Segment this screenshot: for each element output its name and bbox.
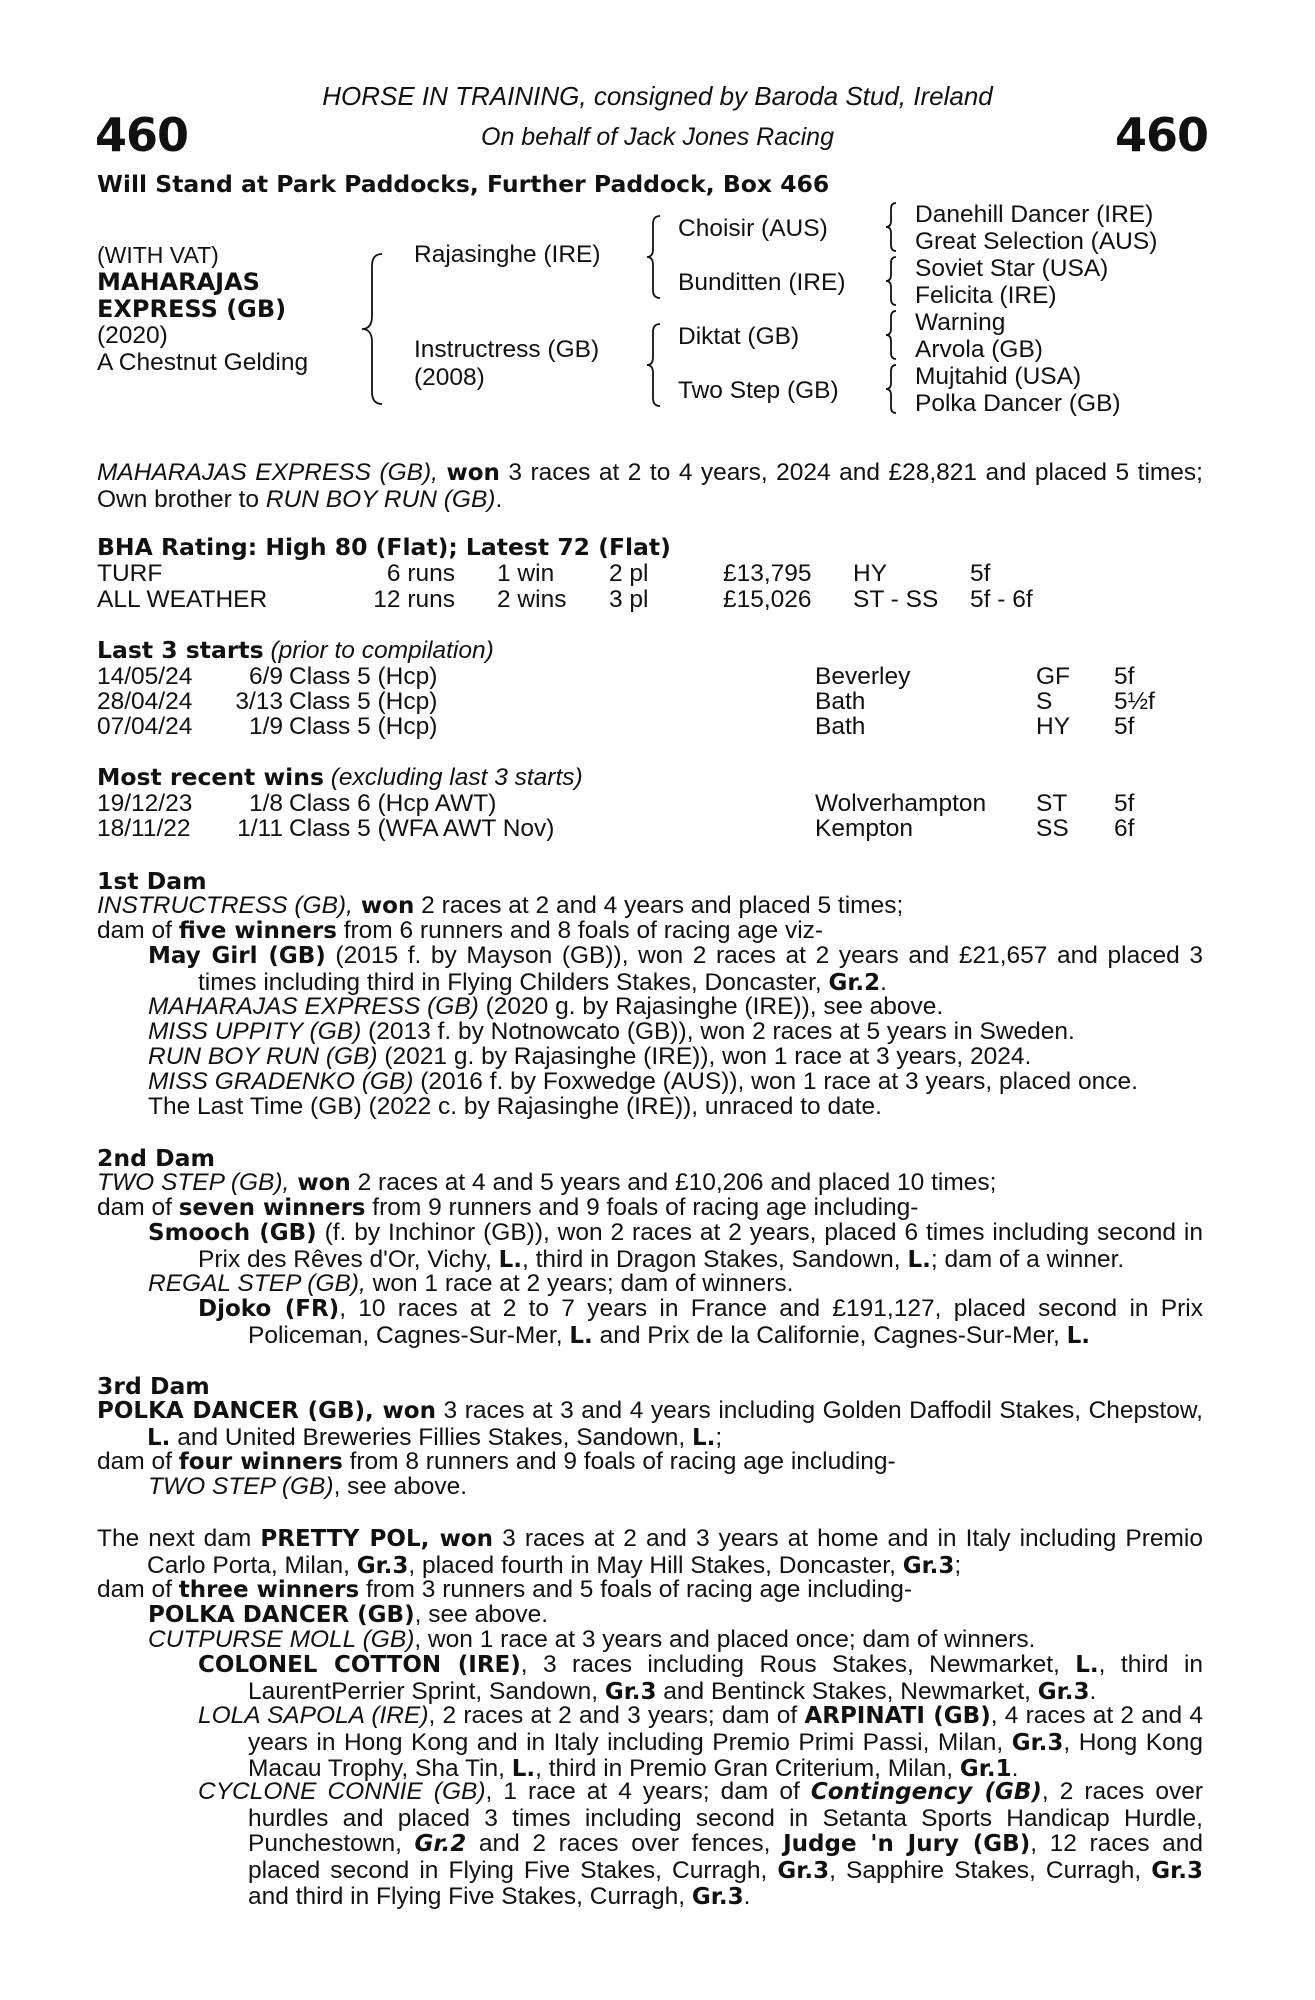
horse-year: (2020)	[97, 322, 168, 349]
progeny-djoko: Djoko (FR), 10 races at 2 to 7 years in France and £191,127, placed second in Prix Policeman, Cagnes-Sur-Mer, L. and Prix de la Californie, Cagnes-Sur-Mer, L.	[198, 1295, 1203, 1349]
win-going: ST	[1036, 790, 1068, 817]
bracket-dam	[648, 324, 662, 406]
dam-year: (2008)	[414, 364, 485, 391]
start-date: 14/05/24	[97, 663, 193, 690]
first-dam-title: 1st Dam	[97, 867, 207, 895]
recent-wins-heading: Most recent wins (excluding last 3 starts)	[97, 763, 583, 791]
third-dam-line1: POLKA DANCER (GB), won 3 races at 3 and 4 years including Golden Daffodil Stakes, Chepstow, L. and United Breweries Fillies Stakes, Sandown, L.;	[97, 1397, 1203, 1451]
rating-placed: 3 pl	[609, 586, 649, 613]
progeny-colonel-cotton: COLONEL COTTON (IRE), 3 races including Rous Stakes, Newmarket, L., third in LaurentPerrier Sprint, Sandown, Gr.3 and Bentinck Stakes, Newmarket, Gr.3.	[198, 1651, 1204, 1705]
race-summary: MAHARAJAS EXPRESS (GB), won 3 races at 2 to 4 years, 2024 and £28,821 and placed 5 times; Own brother to RUN BOY RUN (GB).	[97, 459, 1203, 513]
start-distance: 5½f	[1114, 688, 1155, 715]
rating-surface: TURF	[97, 560, 163, 587]
bracket-g4	[886, 365, 898, 413]
start-distance: 5f	[1114, 663, 1135, 690]
second-dam-line1: TWO STEP (GB), won 2 races at 4 and 5 years and £10,206 and placed 10 times;	[97, 1169, 997, 1196]
start-date: 28/04/24	[97, 688, 193, 715]
rating-going: HY	[853, 560, 888, 587]
rating-wins: 2 wins	[497, 586, 567, 613]
grandsire-7: Mujtahid (USA)	[915, 363, 1082, 390]
lot-number-right: 460	[1115, 108, 1209, 162]
win-going: SS	[1036, 815, 1069, 842]
progeny-two-step: TWO STEP (GB), see above.	[148, 1473, 468, 1500]
grandsire-2: Great Selection (AUS)	[915, 228, 1158, 255]
dam-name: Instructress (GB)	[414, 336, 600, 363]
win-class: Class 5 (WFA AWT Nov)	[289, 815, 555, 842]
start-going: GF	[1036, 663, 1071, 690]
grandsire-3: Soviet Star (USA)	[915, 255, 1109, 282]
start-class: Class 5 (Hcp)	[289, 663, 438, 690]
bracket-sire	[648, 216, 662, 298]
dam-dam: Two Step (GB)	[678, 377, 839, 404]
stand-location: Will Stand at Park Paddocks, Further Paddock, Box 466	[97, 170, 830, 198]
start-class: Class 5 (Hcp)	[289, 713, 438, 740]
rating-placed: 2 pl	[609, 560, 649, 587]
horse-name-line1: MAHARAJAS	[97, 268, 260, 296]
vat-note: (WITH VAT)	[97, 242, 219, 268]
bracket-g3	[886, 311, 898, 359]
win-distance: 5f	[1114, 790, 1135, 817]
win-date: 18/11/22	[97, 815, 191, 842]
sire-sire: Choisir (AUS)	[678, 215, 828, 242]
rating-money: £13,795	[723, 560, 812, 587]
start-position: 3/13	[235, 688, 283, 715]
progeny-cyclone-connie: CYCLONE CONNIE (GB), 1 race at 4 years; dam of Contingency (GB), 2 races over hurdles and placed 3 times including second in Setanta Sports Handicap Hurdle, Punchestown, Gr.2 and 2 races over fences, Judge 'n Jury (GB), 12 races and placed second in Flying Five Stakes, Curragh, Gr.3, Sapphire Stakes, Curragh, Gr.3 and third in Flying Five Stakes, Curragh, Gr.3.	[198, 1778, 1203, 1910]
win-class: Class 6 (Hcp AWT)	[289, 790, 497, 817]
start-course: Bath	[815, 713, 866, 740]
next-dam-line2: dam of three winners from 3 runners and 5 foals of racing age including-	[97, 1576, 913, 1603]
win-course: Wolverhampton	[815, 790, 987, 817]
win-date: 19/12/23	[97, 790, 193, 817]
last3-heading: Last 3 starts (prior to compilation)	[97, 636, 494, 664]
bracket-g1	[886, 203, 898, 251]
bracket-g2	[886, 257, 898, 305]
rating-wins: 1 win	[497, 560, 555, 587]
grandsire-1: Danehill Dancer (IRE)	[915, 201, 1154, 228]
next-dam-line1: The next dam PRETTY POL, won 3 races at 2 and 3 years at home and in Italy including Premio Carlo Porta, Milan, Gr.3, placed fourth in May Hill Stakes, Doncaster, Gr.3;	[97, 1525, 1204, 1579]
rating-going: ST - SS	[853, 586, 939, 613]
progeny-miss-gradenko: MISS GRADENKO (GB) (2016 f. by Foxwedge (AUS)), won 1 race at 3 years, placed once.	[148, 1068, 1138, 1095]
lot-number-left: 460	[95, 108, 189, 162]
win-position: 1/8	[248, 790, 283, 817]
progeny-run-boy-run: RUN BOY RUN (GB) (2021 g. by Rajasinghe (IRE)), won 1 race at 3 years, 2024.	[148, 1043, 1032, 1070]
win-position: 1/11	[237, 815, 283, 842]
start-course: Bath	[815, 688, 866, 715]
start-class: Class 5 (Hcp)	[289, 688, 438, 715]
second-dam-line2: dam of seven winners from 9 runners and 9 foals of racing age including-	[97, 1194, 919, 1221]
rating-surface: ALL WEATHER	[97, 586, 268, 613]
rating-distance: 5f - 6f	[970, 586, 1033, 613]
sire-dam: Bunditten (IRE)	[678, 269, 846, 296]
progeny-may-girl: May Girl (GB) (2015 f. by Mayson (GB)), won 2 races at 2 years and £21,657 and placed 3 times including third in Flying Childers Stakes, Doncaster, Gr.2.	[148, 942, 1203, 996]
first-dam-line1: INSTRUCTRESS (GB), won 2 races at 2 and 4 years and placed 5 times;	[97, 892, 904, 919]
progeny-regal-step: REGAL STEP (GB), won 1 race at 2 years; dam of winners.	[148, 1270, 794, 1297]
progeny-maharajas: MAHARAJAS EXPRESS (GB) (2020 g. by Rajasinghe (IRE)), see above.	[148, 993, 944, 1020]
grandsire-8: Polka Dancer (GB)	[915, 390, 1121, 417]
rating-distance: 5f	[970, 560, 991, 587]
second-dam-title: 2nd Dam	[97, 1144, 215, 1172]
rating-runs: 6 runs	[386, 560, 455, 587]
grandsire-5: Warning	[915, 309, 1006, 336]
horse-name-line2: EXPRESS (GB)	[97, 295, 287, 323]
bha-rating-title: BHA Rating: High 80 (Flat); Latest 72 (Flat)	[97, 533, 671, 561]
horse-description: A Chestnut Gelding	[97, 349, 309, 376]
progeny-miss-uppity: MISS UPPITY (GB) (2013 f. by Notnowcato (GB)), won 2 races at 5 years in Sweden.	[148, 1018, 1075, 1045]
start-course: Beverley	[815, 663, 911, 690]
win-course: Kempton	[815, 815, 914, 842]
bracket-main	[368, 254, 388, 404]
progeny-polka-dancer: POLKA DANCER (GB), see above.	[148, 1601, 549, 1628]
behalf-line: On behalf of Jack Jones Racing	[481, 123, 834, 151]
first-dam-line2: dam of five winners from 6 runners and 8 foals of racing age viz-	[97, 917, 824, 944]
progeny-cutpurse-moll: CUTPURSE MOLL (GB), won 1 race at 3 years and placed once; dam of winners.	[148, 1626, 1036, 1653]
start-date: 07/04/24	[97, 713, 193, 740]
start-distance: 5f	[1114, 713, 1135, 740]
start-position: 1/9	[248, 713, 283, 740]
rating-money: £15,026	[723, 586, 812, 613]
progeny-lola-sapola: LOLA SAPOLA (IRE), 2 races at 2 and 3 years; dam of ARPINATI (GB), 4 races at 2 and 4 years in Hong Kong and in Italy including Premio Primi Passi, Milan, Gr.3, Hong Kong Macau Trophy, Sha Tin, L., third in Premio Gran Criterium, Milan, Gr.1.	[198, 1702, 1203, 1782]
third-dam-line2: dam of four winners from 8 runners and 9 foals of racing age including-	[97, 1448, 896, 1475]
dam-sire: Diktat (GB)	[678, 323, 800, 350]
start-going: S	[1036, 688, 1053, 715]
start-position: 6/9	[248, 663, 283, 690]
third-dam-title: 3rd Dam	[97, 1372, 210, 1400]
sire-name: Rajasinghe (IRE)	[414, 241, 601, 268]
consignor-line: HORSE IN TRAINING, consigned by Baroda Stud, Ireland	[322, 81, 993, 111]
rating-runs: 12 runs	[373, 586, 455, 613]
start-going: HY	[1036, 713, 1071, 740]
grandsire-6: Arvola (GB)	[915, 336, 1043, 363]
win-distance: 6f	[1114, 815, 1135, 842]
grandsire-4: Felicita (IRE)	[915, 282, 1057, 309]
progeny-last-time: The Last Time (GB) (2022 c. by Rajasinghe (IRE)), unraced to date.	[148, 1093, 882, 1120]
progeny-smooch: Smooch (GB) (f. by Inchinor (GB)), won 2 races at 2 years, placed 6 times including second in Prix des Rêves d'Or, Vichy, L., third in Dragon Stakes, Sandown, L.; dam of a winner.	[148, 1219, 1203, 1273]
